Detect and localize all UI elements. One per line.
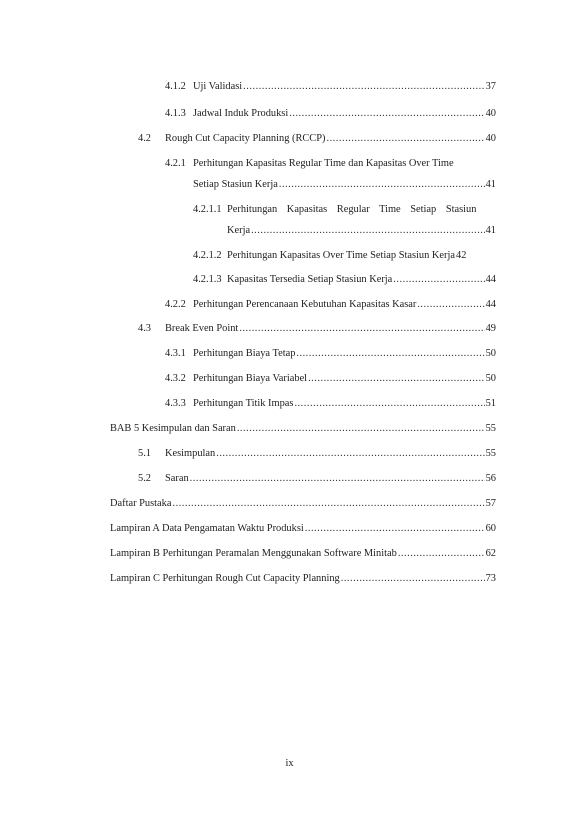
toc-entry[interactable] xyxy=(110,547,496,560)
dot-leader xyxy=(289,107,484,120)
toc-entry[interactable] xyxy=(110,422,496,435)
dot-leader xyxy=(243,80,484,93)
toc-entry[interactable] xyxy=(110,497,496,510)
dot-leader xyxy=(279,178,485,191)
toc-page-number: 62 xyxy=(485,548,496,559)
toc-number: 4.3 xyxy=(138,323,151,334)
toc-entry[interactable] xyxy=(110,572,496,585)
toc-page-number: 50 xyxy=(485,373,496,384)
dot-leader xyxy=(296,347,484,360)
toc-page-number: 37 xyxy=(485,81,496,92)
page-number-footer: ix xyxy=(285,758,294,769)
dot-leader xyxy=(216,447,484,460)
toc-page-number: 41 xyxy=(485,179,496,190)
toc-title: Daftar Pustaka xyxy=(110,498,172,509)
toc-page-number: 40 xyxy=(485,133,496,144)
toc-page-number: 44 xyxy=(485,299,496,310)
toc-number: 4.2.1.2 xyxy=(193,250,222,261)
toc-title: Perhitungan Biaya Variabel xyxy=(193,373,308,384)
toc-number: 4.1.2 xyxy=(165,81,186,92)
toc-title: Perhitungan Kapasitas Regular Time Setiap Stasiun xyxy=(227,204,477,215)
dot-leader xyxy=(326,132,484,145)
dot-leader xyxy=(341,572,485,585)
toc-title-continued: Setiap Stasiun Kerja xyxy=(193,179,278,190)
toc-page-number: 49 xyxy=(485,323,496,334)
dot-leader xyxy=(172,497,484,510)
toc-entry[interactable] xyxy=(138,322,496,335)
toc-entry[interactable] xyxy=(165,80,496,93)
toc-number: 4.2.1.3 xyxy=(193,274,222,285)
toc-number: 4.2.1 xyxy=(165,158,186,169)
dot-leader xyxy=(308,372,485,385)
toc-number: 4.1.3 xyxy=(165,108,186,119)
toc-entry[interactable] xyxy=(138,447,496,460)
toc-page-number: 57 xyxy=(485,498,496,509)
toc-number: 4.3.3 xyxy=(165,398,186,409)
toc-number: 4.3.2 xyxy=(165,373,186,384)
toc-title: Kesimpulan xyxy=(165,448,216,459)
toc-title: Break Even Point xyxy=(165,323,239,334)
toc-title: Perhitungan Perencanaan Kebutuhan Kapasitas Kasar xyxy=(193,299,417,310)
dot-leader xyxy=(237,422,485,435)
toc-number: 5.1 xyxy=(138,448,151,459)
toc-title: Lampiran B Perhitungan Peramalan Menggunakan Software Minitab xyxy=(110,548,397,559)
toc-page-number: 42 xyxy=(456,250,467,261)
toc-entry[interactable] xyxy=(193,249,496,262)
toc-page-number: 73 xyxy=(485,573,496,584)
toc-number: 5.2 xyxy=(138,473,151,484)
toc-title: Saran xyxy=(165,473,189,484)
toc-number: 4.2.2 xyxy=(165,299,186,310)
toc-title: Lampiran A Data Pengamatan Waktu Produksi xyxy=(110,523,304,534)
toc-page-number: 41 xyxy=(485,225,496,236)
toc-number: 4.2.1.1 xyxy=(193,204,222,215)
toc-page-number: 51 xyxy=(485,398,496,409)
toc-page-number: 50 xyxy=(485,348,496,359)
toc-title: Perhitungan Biaya Tetap xyxy=(193,348,296,359)
toc-entry[interactable] xyxy=(138,132,496,145)
toc-entry[interactable] xyxy=(165,347,496,360)
toc-page-number: 44 xyxy=(485,274,496,285)
dot-leader xyxy=(398,547,485,560)
toc-entry[interactable] xyxy=(165,157,496,170)
toc-entry[interactable] xyxy=(165,372,496,385)
toc-entry[interactable] xyxy=(110,522,496,535)
toc-page-number: 55 xyxy=(485,448,496,459)
toc-title: Rough Cut Capacity Planning (RCCP) xyxy=(165,133,326,144)
toc-title: Perhitungan Kapasitas Regular Time dan Kapasitas Over Time xyxy=(193,158,454,169)
dot-leader xyxy=(417,298,484,311)
dot-leader xyxy=(294,397,484,410)
toc-entry[interactable] xyxy=(165,397,496,410)
dot-leader xyxy=(305,522,485,535)
toc-entry[interactable] xyxy=(193,273,496,286)
toc-title: Lampiran C Perhitungan Rough Cut Capacity Planning xyxy=(110,573,340,584)
toc-entry-continuation[interactable] xyxy=(193,178,496,191)
toc-number: 4.2 xyxy=(138,133,151,144)
toc-number: 4.3.1 xyxy=(165,348,186,359)
toc-page-number: 55 xyxy=(485,423,496,434)
toc-title-continued: Kerja xyxy=(227,225,251,236)
toc-page-number: 40 xyxy=(485,108,496,119)
dot-leader xyxy=(239,322,484,335)
toc-title: Kapasitas Tersedia Setiap Stasiun Kerja xyxy=(227,274,393,285)
dot-leader xyxy=(393,273,484,286)
toc-page-number: 60 xyxy=(485,523,496,534)
dot-leader xyxy=(190,472,485,485)
toc-title: Jadwal Induk Produksi xyxy=(193,108,289,119)
toc-entry[interactable] xyxy=(165,107,496,120)
toc-title: Perhitungan Titik Impas xyxy=(193,398,294,409)
toc-title: Perhitungan Kapasitas Over Time Setiap Stasiun Kerja xyxy=(227,250,455,261)
toc-entry[interactable] xyxy=(193,203,496,216)
toc-title: BAB 5 Kesimpulan dan Saran xyxy=(110,423,236,434)
toc-page-number: 56 xyxy=(485,473,496,484)
toc-title: Uji Validasi xyxy=(193,81,243,92)
dot-leader xyxy=(251,224,485,237)
toc-entry-continuation[interactable] xyxy=(227,224,496,237)
toc-entry[interactable] xyxy=(138,472,496,485)
toc-entry[interactable] xyxy=(165,298,496,311)
